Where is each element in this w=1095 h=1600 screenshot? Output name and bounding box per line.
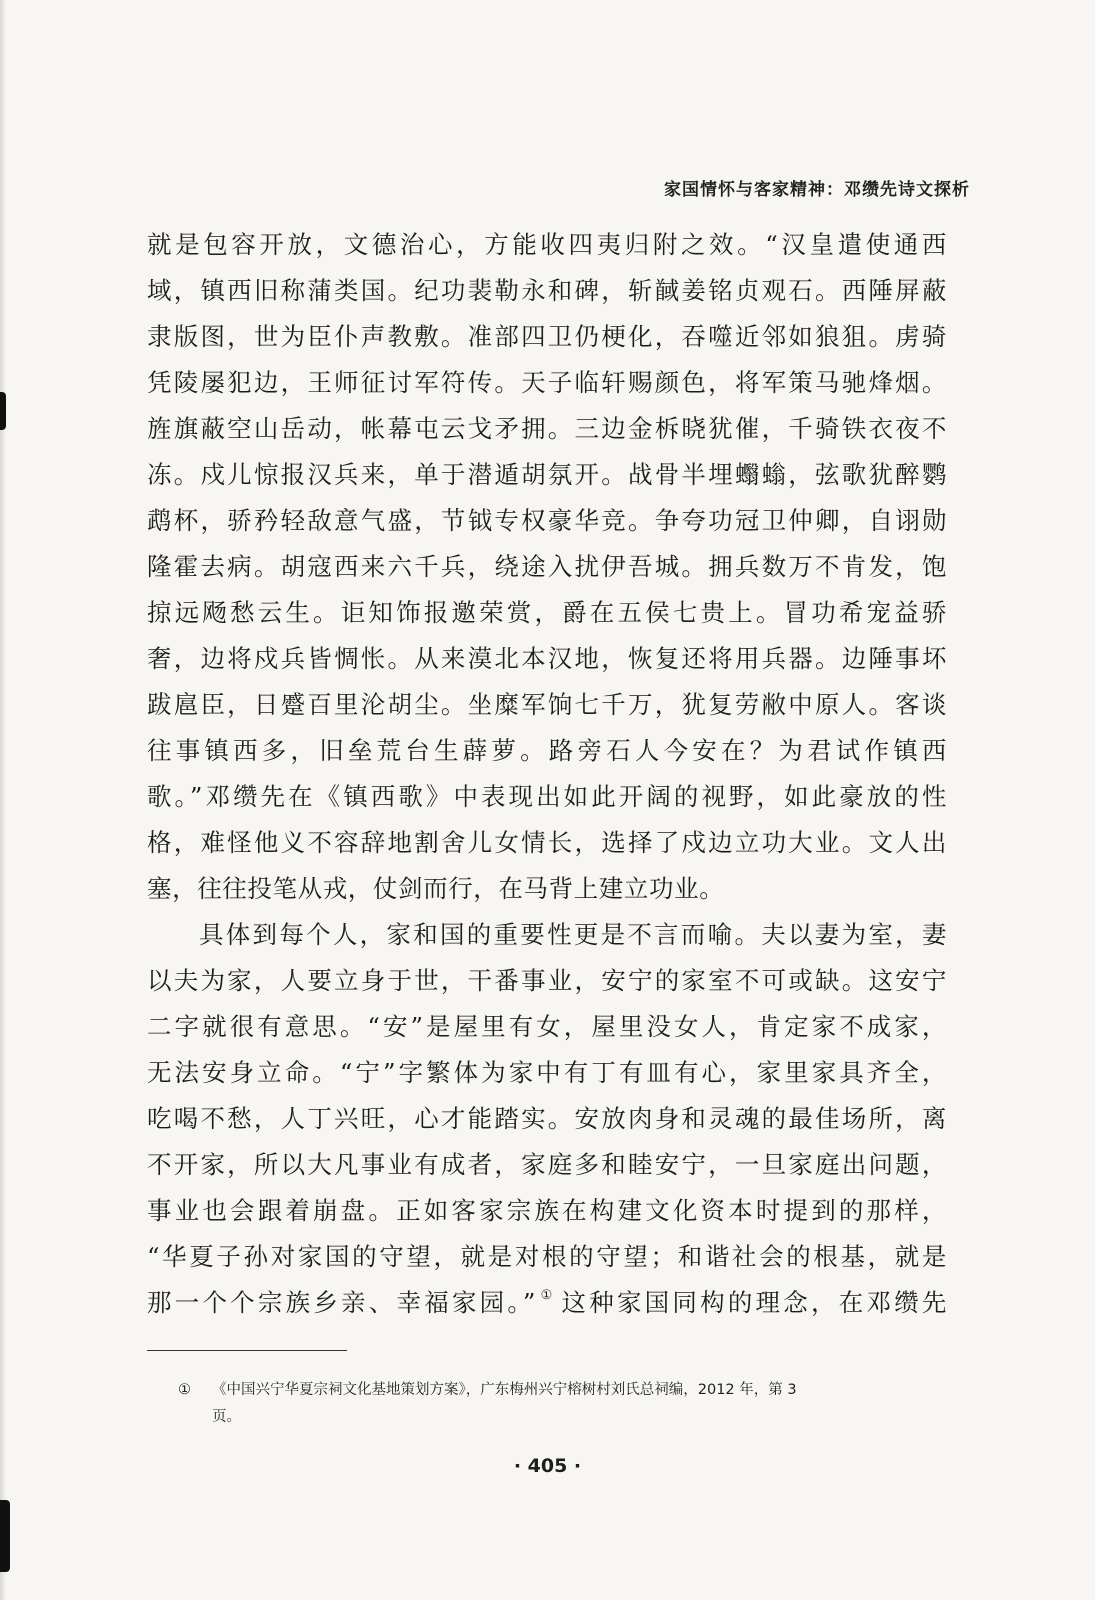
text-line: 二字就很有意思。“安”是屋里有女，屋里没女人，肯定家不成家， — [147, 1012, 947, 1041]
text-line: 具体到每个人，家和国的重要性更是不言而喻。夫以妻为室，妻 — [199, 920, 947, 949]
body-text — [147, 222, 947, 1326]
footnote-text: 《中国兴宁华夏宗祠文化基地策划方案》，广东梅州兴宁榕树村刘氏总祠编，2012 年，第 3 — [212, 1382, 797, 1398]
text-segment: 这种家国同构的理念，在邓缵先 — [561, 1288, 947, 1317]
text-line: 就是包容开放，文德治心，方能收四夷归附之效。“汉皇遣使通西 — [147, 230, 947, 259]
paragraph-1 — [147, 222, 947, 912]
text-line: 域，镇西旧称蒲类国。纪功裴勒永和碑，斩馘姜铭贞观石。西陲屏蔽 — [147, 276, 947, 305]
page-number: · 405 · — [513, 1455, 582, 1477]
text-line: 冻。戍儿惊报汉兵来，单于潜遁胡氛开。战骨半埋蠮螉，弦歌犹醉鹦 — [147, 460, 947, 489]
scan-edge-shadow — [0, 0, 6, 1600]
text-line: 不开家，所以大凡事业有成者，家庭多和睦安宁，一旦家庭出问题， — [147, 1150, 947, 1179]
text-line: “华夏子孙对家国的守望，就是对根的守望；和谐社会的根基，就是 — [147, 1242, 947, 1271]
footnote-rule — [147, 1350, 347, 1351]
text-line: 凭陵屡犯边，王师征讨军符传。天子临轩赐颜色，将军策马驰烽烟。 — [147, 368, 947, 397]
text-line: 鹉杯，骄矜轻敌意气盛，节钺专权豪华竞。争夸功冠卫仲卿，自诩勋 — [147, 506, 947, 535]
text-line: 跋扈臣，日蹙百里沦胡尘。坐糜军饷七千万，犹复劳敝中原人。客谈 — [147, 690, 947, 719]
text-line: 格，难怪他义不容辞地割舍儿女情长，选择了戍边立功大业。文人出 — [147, 828, 947, 857]
text-line: 往事镇西多，旧垒荒台生薜萝。路旁石人今安在？为君试作镇西 — [147, 736, 947, 765]
text-line: 隶版图，世为臣仆声教敷。准部四卫仍梗化，吞噬近邻如狼狙。虏骑 — [147, 322, 947, 351]
text-line: 掠远飏愁云生。讵知饰报邀荣赏，爵在五侯七贵上。冒功希宠益骄 — [147, 598, 947, 627]
text-line: 事业也会跟着崩盘。正如客家宗族在构建文化资本时提到的那样， — [147, 1196, 947, 1225]
text-line: 隆霍去病。胡寇西来六千兵，绕途入扰伊吾城。拥兵数万不肯发，饱 — [147, 552, 947, 581]
text-line: 以夫为家，人要立身于世，干番事业，安宁的家室不可或缺。这安宁 — [147, 966, 947, 995]
scan-edge-mark — [0, 1500, 10, 1572]
text-line: 塞，往往投笔从戎，仗剑而行，在马背上建立功业。 — [147, 874, 725, 903]
footnote-line — [178, 1377, 948, 1404]
text-line — [147, 1280, 947, 1326]
paragraph-2 — [147, 912, 947, 1326]
running-head: 家国情怀与客家精神：邓缵先诗文探析 — [664, 180, 970, 200]
text-segment: 那一个个宗族乡亲、幸福家园。” — [147, 1288, 536, 1317]
text-line: 旌旗蔽空山岳动，帐幕屯云戈矛拥。三边金柝晓犹催，千骑铁衣夜不 — [147, 414, 947, 443]
scan-edge-mark — [0, 392, 6, 430]
footnote-number: ① — [178, 1382, 191, 1398]
text-line: 无法安身立命。“宁”字繁体为家中有丁有皿有心，家里家具齐全， — [147, 1058, 947, 1087]
footnote — [178, 1377, 948, 1431]
footnote-continuation: 页。 — [212, 1409, 241, 1425]
footnote-marker[interactable]: ① — [538, 1288, 556, 1303]
text-line: 奢，边将戍兵皆惆怅。从来漠北本汉地，恢复还将用兵器。边陲事坏 — [147, 644, 947, 673]
text-line: 歌。”邓缵先在《镇西歌》中表现出如此开阔的视野，如此豪放的性 — [147, 782, 947, 811]
text-line: 吃喝不愁，人丁兴旺，心才能踏实。安放肉身和灵魂的最佳场所，离 — [147, 1104, 947, 1133]
